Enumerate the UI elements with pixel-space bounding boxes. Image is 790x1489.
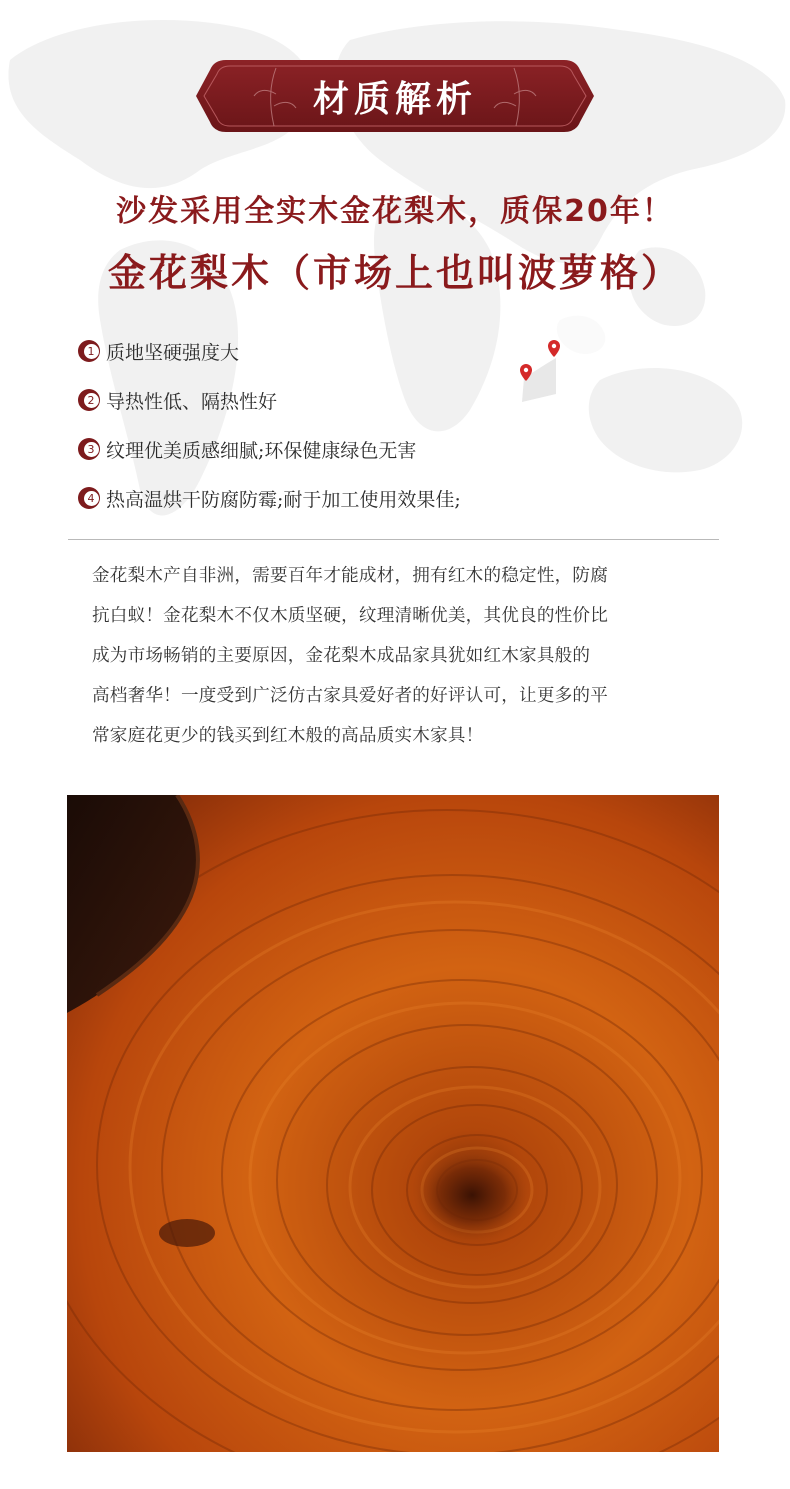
map-pin-icon — [516, 338, 562, 404]
numbered-badge-icon: 4 — [78, 487, 100, 509]
description-line: 高档奢华！一度受到广泛仿古家具爱好者的好评认可，让更多的平 — [92, 686, 609, 706]
description-line: 成为市场畅销的主要原因，金花梨木成品家具犹如红木家具般的 — [92, 646, 591, 666]
feature-text: 纹理优美质感细腻;环保健康绿色无害 — [106, 439, 417, 462]
description-line: 抗白蚁！金花梨木不仅木质坚硬，纹理清晰优美，其优良的性价比 — [92, 606, 609, 626]
headline-warranty: 沙发采用全实木金花梨木，质保20年！ — [116, 194, 674, 229]
section-title: 材质解析 — [312, 78, 477, 120]
feature-item — [78, 435, 416, 463]
feature-text: 导热性低、隔热性好 — [106, 390, 278, 413]
description-line: 金花梨木产自非洲，需要百年才能成材，拥有红木的稳定性，防腐 — [92, 566, 609, 586]
headline-material-name: 金花梨木（市场上也叫波萝格） — [107, 251, 682, 295]
numbered-badge-icon: 2 — [78, 389, 100, 411]
feature-item — [78, 386, 277, 414]
description-line: 常家庭花更少的钱买到红木般的高品质实木家具！ — [92, 726, 484, 746]
numbered-badge-icon: 1 — [78, 340, 100, 362]
wood-grain-image — [67, 795, 719, 1452]
numbered-badge-icon: 3 — [78, 438, 100, 460]
feature-item — [78, 484, 461, 512]
section-divider — [68, 539, 719, 540]
feature-item — [78, 337, 239, 365]
feature-text: 热高温烘干防腐防霉;耐于加工使用效果佳; — [106, 488, 461, 511]
feature-text: 质地坚硬强度大 — [106, 341, 240, 364]
